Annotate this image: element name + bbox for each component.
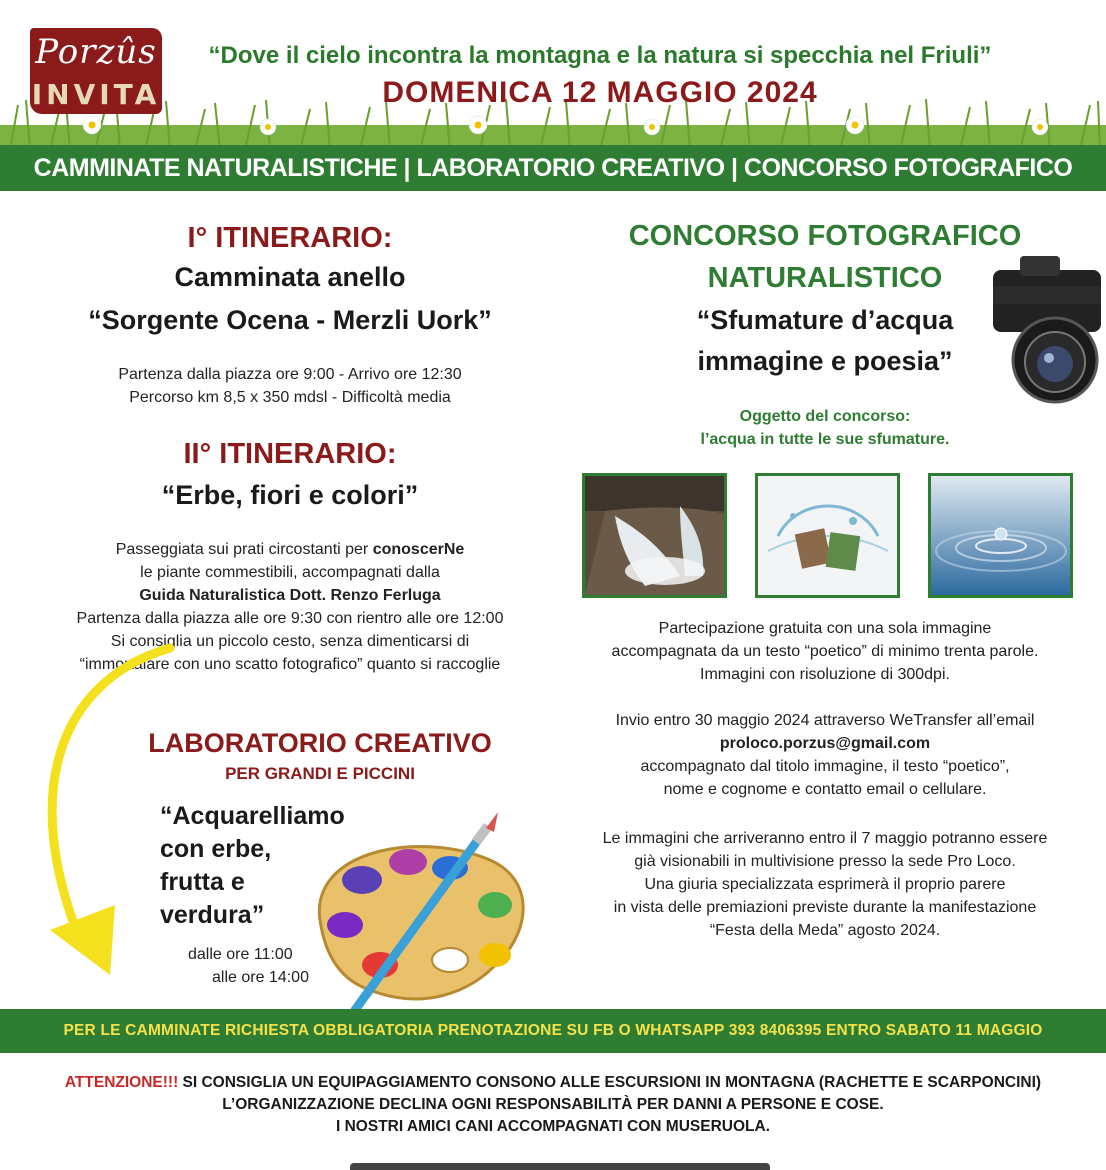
yellow-arrow-icon [20,640,180,1000]
itinerary-2-line-1-text: Passeggiata sui prati circostanti per [115,541,373,558]
itinerary-2-line-1 [40,538,540,561]
header [0,0,1106,145]
warning-line-1 [0,1072,1106,1094]
lab-quote-line-4: verdura” [160,901,265,929]
activities-banner-text: CAMMINATE NATURALISTICHE | LABORATORIO CREATIVO | CONCORSO FOTOGRAFICO [33,153,1073,182]
judging-line-4: in vista delle premiazioni previste durante la manifestazione [613,899,1037,916]
attention-label: ATTENZIONE!!! [64,1074,179,1091]
event-date: DOMENICA 12 MAGGIO 2024 [382,76,818,109]
contest-subject-label: Oggetto del concorso: [739,408,911,425]
warnings [0,1072,1106,1138]
waterfall-photo [582,473,727,598]
paint-palette-icon [300,810,540,1020]
judging-line-3: Una giuria specializzata esprimerà il proprio parere [644,876,1006,893]
itinerary-1-schedule: Partenza dalla piazza ore 9:00 - Arrivo ore 12:30 [118,366,462,383]
contest-theme-line-2: immagine e poesia” [697,346,953,376]
itinerary-2-title: II° ITINERARIO: [183,438,397,470]
lab-time-start: dalle ore 11:00 [188,946,293,963]
itinerary-2-line-5: Si consiglia un piccolo cesto, senza dimenticarsi di [110,633,470,650]
itinerary-2-line-2: le piante commestibili, accompagnati dalla [140,564,440,581]
participation-line-1: Partecipazione gratuita con una sola immagine [658,620,992,637]
judging-line-1: Le immagini che arriveranno entro il 7 maggio potranno essere [602,830,1048,847]
itinerary-1-subtitle: Camminata anello [174,262,406,292]
lab-quote-line-1: “Acquarelliamo [160,802,345,830]
scroll-indicator[interactable] [350,1163,770,1170]
lab-title: LABORATORIO CREATIVO [148,728,492,758]
booking-banner-text: PER LE CAMMINATE RICHIESTA OBBLIGATORIA PRENOTAZIONE SU FB O WHATSAPP 393 8406395 ENTRO SABATO 11 MAGGIO [63,1022,1043,1039]
itinerary-2-schedule: Partenza dalla piazza alle ore 9:30 con rientro alle ore 12:00 [76,610,504,627]
water-drop-photo [928,473,1073,598]
itinerary-2-line-6: “immortalare con uno scatto fotografico” quanto si raccoglie [79,656,501,673]
itinerary-2-line-1-bold: conoscerNe [372,541,465,558]
submission-email[interactable]: proloco.porzus@gmail.com [719,735,931,752]
logo-invita-text: INVITA [31,78,161,111]
judging-line-5: “Festa della Meda” agosto 2024. [709,922,941,939]
itinerary-1-details [40,363,540,409]
lab-subtitle: PER GRANDI E PICCINI [225,764,415,783]
itinerary-1-route-name: “Sorgente Ocena - Merzli Uork” [88,305,492,335]
itinerary-1-route-info: Percorso km 8,5 x 350 mdsl - Difficoltà media [129,389,451,406]
porzus-invita-logo [30,28,162,114]
activities-banner [0,145,1106,191]
contest-title-2: NATURALISTICO [707,262,943,294]
submission-info [580,709,1070,801]
waterfall-image [585,476,724,595]
warning-line-3: I NOSTRI AMICI CANI ACCOMPAGNATI CON MUSERUOLA. [336,1118,770,1135]
itinerary-2-guide: Guida Naturalistica Dott. Renzo Ferluga [139,587,441,604]
participation-line-2: accompagnata da un testo “poetico” di minimo trenta parole. [611,643,1039,660]
itinerary-1-title: I° ITINERARIO: [187,222,393,254]
participation-line-3: Immagini con risoluzione di 300dpi. [700,666,950,683]
judging-info [580,827,1070,942]
submission-line-1: Invio entro 30 maggio 2024 attraverso WeTransfer all’email [615,712,1035,729]
water-splash-photo [755,473,900,598]
judging-line-2: già visionabili in multivisione presso la sede Pro Loco. [634,853,1016,870]
contest-title: CONCORSO FOTOGRAFICO [628,220,1022,252]
participation-info [580,617,1070,686]
itinerary-2-subtitle: “Erbe, fiori e colori” [161,480,419,510]
camera-icon [985,250,1103,410]
water-drop-image [931,476,1070,595]
warning-line-1-text: SI CONSIGLIA UN EQUIPAGGIAMENTO CONSONO ALLE ESCURSIONI IN MONTAGNA (RACHETTE E SCARPONCINI) [178,1074,1042,1091]
lab-quote-line-2: con erbe, [160,835,272,863]
warning-line-2: L’ORGANIZZAZIONE DECLINA OGNI RESPONSABILITÀ PER DANNI A PERSONE E COSE. [222,1096,884,1113]
water-splash-image [758,476,897,595]
tagline: “Dove il cielo incontra la montagna e la natura si specchia nel Friuli” [208,42,992,69]
contest-subject-text: l’acqua in tutte le sue sfumature. [700,431,950,448]
contest-subject [600,405,1050,451]
lab-quote-line-3: frutta e [160,868,245,896]
logo-script-text: Porzûs [35,32,157,72]
contest-theme-line-1: “Sfumature d’acqua [696,305,954,335]
booking-banner [0,1009,1106,1053]
lab-time-end: alle ore 14:00 [212,969,309,986]
submission-line-2: accompagnato dal titolo immagine, il testo “poetico”, [640,758,1010,775]
submission-line-3: nome e cognome e contatto email o cellulare. [663,781,987,798]
